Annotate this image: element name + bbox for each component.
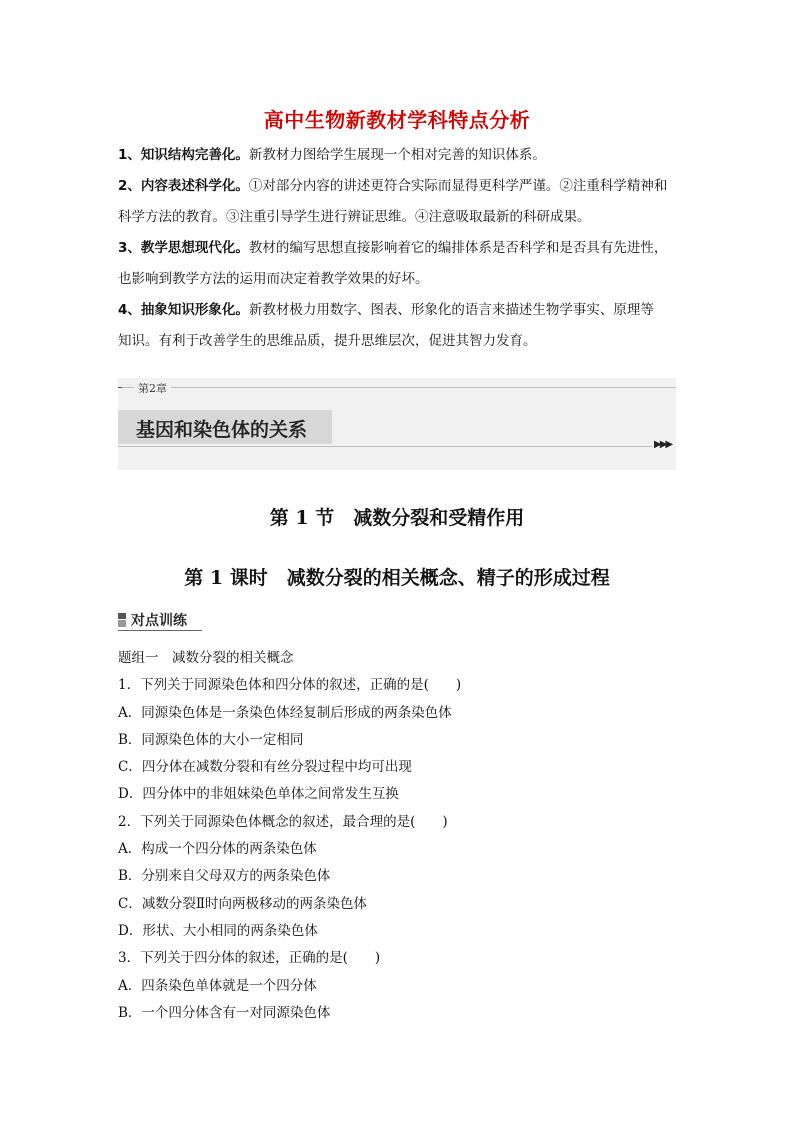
intro-line bbox=[118, 264, 684, 295]
intro-line bbox=[118, 233, 684, 264]
intro-line-body: 知识。有利于改善学生的思维品质，提升思维层次，促进其智力发育。 bbox=[118, 333, 537, 349]
lesson-title: 第 1 课时 减数分裂的相关概念、精子的形成过程 bbox=[184, 567, 610, 589]
question-line: C．减数分裂Ⅱ时向两极移动的两条染色体 bbox=[118, 895, 368, 912]
question-line: A．构成一个四分体的两条染色体 bbox=[118, 841, 317, 858]
question-line: A．四条染色单体就是一个四分体 bbox=[118, 977, 317, 994]
question-line: B．一个四分体含有一对同源染色体 bbox=[118, 1004, 331, 1021]
intro-line-body: 教材的编写思想直接影响着它的编排体系是否科学和是否具有先进性， bbox=[248, 240, 668, 256]
question-line: 3．下列关于四分体的叙述，正确的是( ) bbox=[118, 950, 381, 967]
intro-line bbox=[118, 140, 684, 171]
intro-line bbox=[118, 326, 684, 357]
intro-line-head: 4、抽象知识形象化。 bbox=[118, 302, 249, 318]
intro-line bbox=[118, 295, 684, 326]
section-marker-icon bbox=[118, 613, 126, 627]
training-underline bbox=[118, 630, 202, 631]
question-line: 2．下列关于同源染色体概念的叙述，最合理的是( ) bbox=[118, 813, 448, 830]
intro-line-body: ①对部分内容的讲述更符合实际而显得更科学严谨。②注重科学精神和 bbox=[248, 178, 668, 194]
chapter-bottom-rule bbox=[118, 446, 652, 447]
intro-line-body: 新教材力图给学生展现一个相对完善的知识体系。 bbox=[248, 147, 546, 163]
training-heading bbox=[118, 610, 202, 630]
question-list bbox=[118, 645, 684, 1027]
training-label: 对点训练 bbox=[131, 613, 187, 629]
chapter-top-rule bbox=[118, 387, 676, 388]
intro-line-body: 新教材极力用数字、图表、形象化的语言来描述生物学事实、原理等 bbox=[248, 302, 654, 318]
chapter-name: 基因和染色体的关系 bbox=[136, 419, 308, 441]
chapter-banner bbox=[118, 378, 676, 470]
question-line: D．形状、大小相同的两条染色体 bbox=[118, 922, 318, 939]
question-line: C．四分体在减数分裂和有丝分裂过程中均可出现 bbox=[118, 759, 412, 776]
intro-line-head: 1、知识结构完善化。 bbox=[118, 147, 249, 163]
triple-arrow-icon: ▶▶▶ bbox=[654, 439, 672, 450]
question-line: 1．下列关于同源染色体和四分体的叙述，正确的是( ) bbox=[118, 677, 462, 694]
main-title: 高中生物新教材学科特点分析 bbox=[263, 108, 531, 132]
question-line: 题组一 减数分裂的相关概念 bbox=[118, 650, 294, 666]
question-line: B．分别来自父母双方的两条染色体 bbox=[118, 868, 331, 885]
intro-line-body: 也影响到教学方法的运用而决定着教学效果的好坏。 bbox=[118, 271, 429, 287]
chapter-number: 第2章 bbox=[134, 380, 171, 396]
question-line: B．同源染色体的大小一定相同 bbox=[118, 731, 304, 748]
question-line: D．四分体中的非姐妹染色单体之间常发生互换 bbox=[118, 786, 399, 803]
chapter-rule-tick bbox=[118, 387, 122, 388]
section-title: 第 1 节 减数分裂和受精作用 bbox=[269, 507, 525, 529]
intro-line-head: 3、教学思想现代化。 bbox=[118, 240, 249, 256]
intro-section bbox=[118, 140, 684, 357]
question-line: A．同源染色体是一条染色体经复制后形成的两条染色体 bbox=[118, 704, 452, 721]
intro-line bbox=[118, 202, 684, 233]
intro-line bbox=[118, 171, 684, 202]
intro-line-body: 科学方法的教育。③注重引导学生进行辨证思维。④注意吸取最新的科研成果。 bbox=[118, 209, 591, 225]
intro-line-head: 2、内容表述科学化。 bbox=[118, 178, 249, 194]
